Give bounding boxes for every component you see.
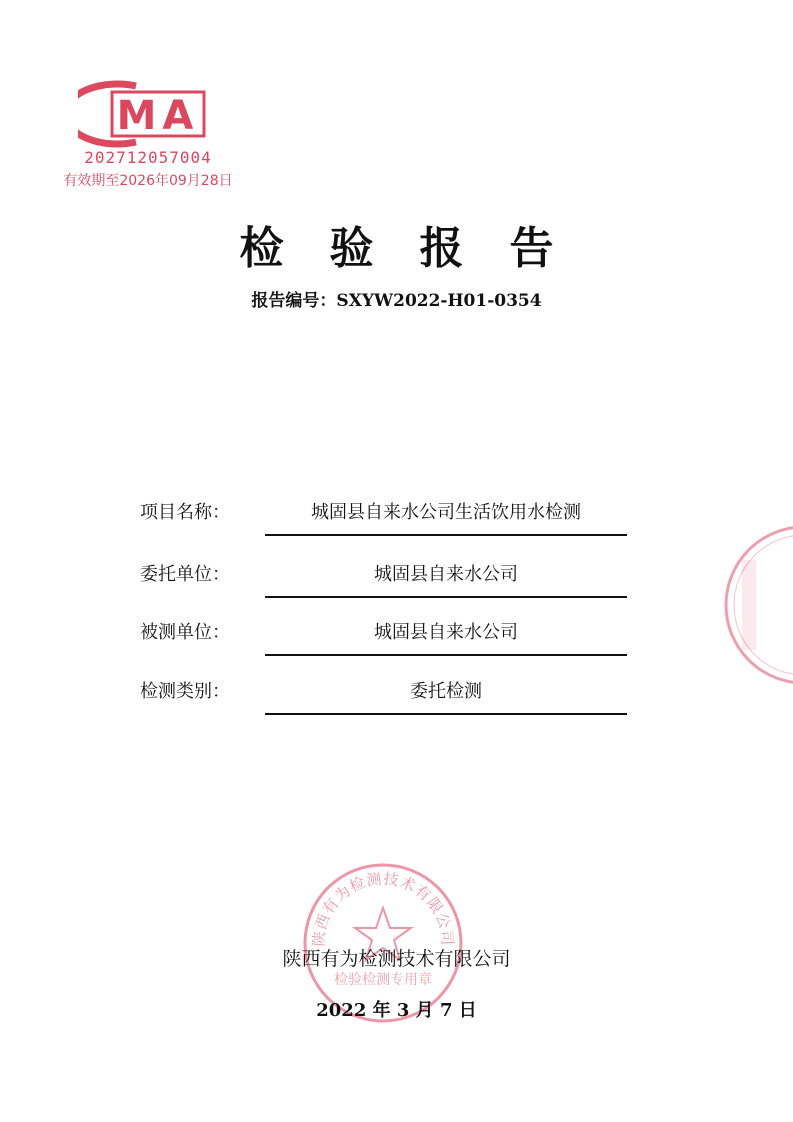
page-title: 检验报告	[239, 223, 600, 274]
cma-logo-text: MA	[116, 93, 200, 139]
field-value: 城固县自来水公司生活饮用水检测	[311, 502, 581, 523]
issuer-name: 陕西有为检测技术有限公司	[282, 948, 511, 970]
issue-date: 2022 年 3 月 7 日	[316, 1000, 477, 1021]
field-value: 委托检测	[410, 681, 482, 702]
cma-validity: 有效期至2026年09月28日	[63, 173, 233, 189]
cma-logo-icon	[78, 78, 228, 150]
field-label: 项目名称：	[140, 502, 230, 523]
field-underline	[265, 654, 627, 656]
field-test-category	[140, 677, 630, 717]
seal-ring-text: 陕西有为检测技术有限公司	[309, 869, 457, 947]
cma-seal	[48, 78, 248, 198]
report-number: 报告编号：SXYW2022-H01-0354	[251, 291, 542, 311]
field-tested-unit	[140, 618, 630, 658]
field-value: 城固县自来水公司	[374, 622, 518, 643]
field-underline	[265, 713, 627, 715]
field-label: 委托单位：	[140, 564, 230, 585]
field-client	[140, 560, 630, 600]
field-label: 检测类别：	[140, 681, 230, 702]
field-value: 城固县自来水公司	[374, 564, 518, 585]
field-label: 被测单位：	[140, 622, 230, 643]
field-underline	[265, 596, 627, 598]
field-project-name	[140, 498, 630, 538]
seal-inner-text: 检验检测专用章	[334, 972, 432, 988]
cma-code: 202712057004	[84, 148, 212, 167]
field-underline	[265, 534, 627, 536]
side-seal-icon	[722, 520, 793, 690]
